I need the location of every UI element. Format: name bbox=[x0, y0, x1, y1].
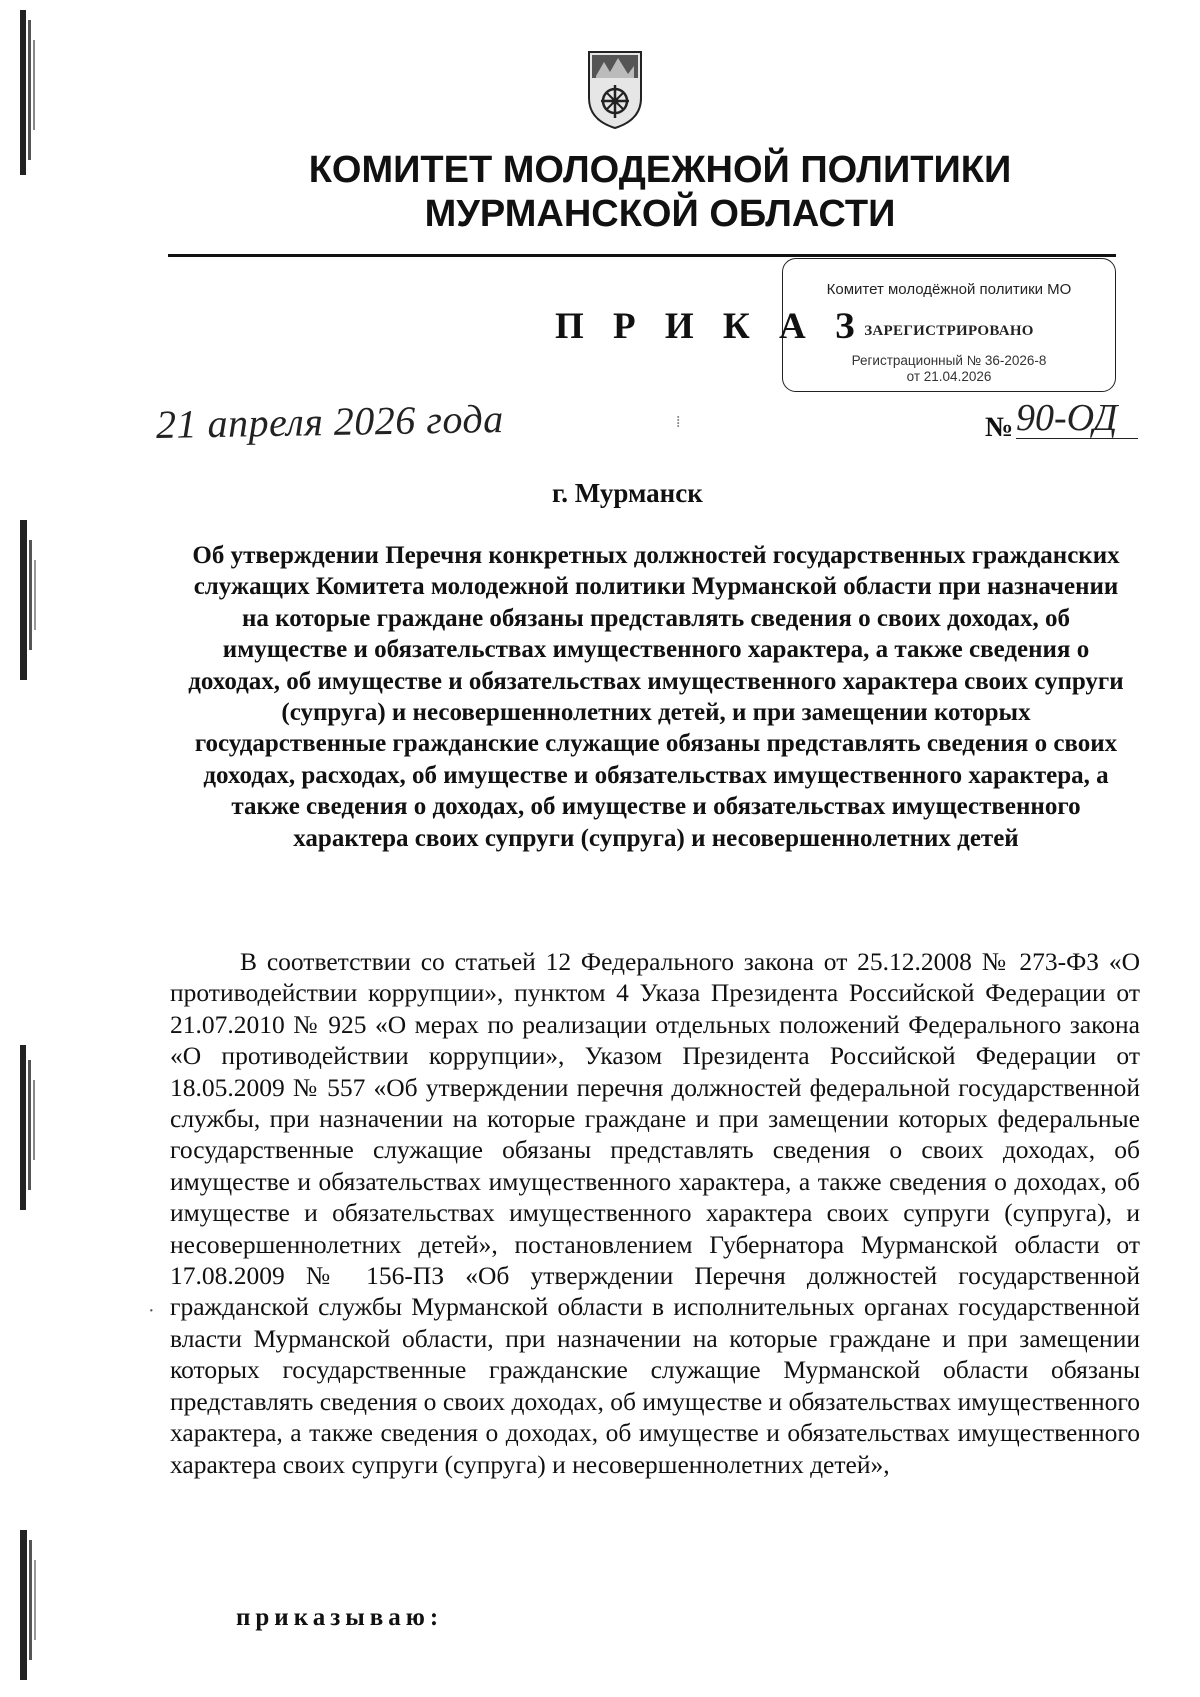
stamp-registration bbox=[783, 353, 1115, 385]
murmansk-coat-of-arms-icon bbox=[586, 48, 644, 130]
scan-edge-artifact bbox=[18, 1530, 40, 1680]
stamp-organization: Комитет молодёжной политики МО bbox=[826, 281, 1072, 298]
organization-title-line2: МУРМАНСКОЙ ОБЛАСТИ bbox=[424, 193, 896, 235]
document-directive: приказываю: bbox=[236, 1604, 444, 1631]
document-type: П Р И К А З bbox=[555, 306, 865, 347]
document-subject: Об утверждении Перечня конкретных должностей государственных гражданских служащих Комитета молодежной политики Мурманской области при назначении на которые граждане обязаны представлять сведения о своих доходах, об имуществе и обязательствах имущественного характера, а также сведения о доходах, об имуществе и обязательствах имущественного характера своих супруги (супруга) и несовершеннолетних детей, и при замещении которых государственные гражданские служащие обязаны представлять сведения о своих доходах, расходах, об имуществе и обязательствах имущественного характера, а также сведения о доходах, об имуществе и обязательствах имущественного характера своих супруги (супруга) и несовершеннолетних детей bbox=[188, 542, 1124, 852]
stamp-status: ЗАРЕГИСТРИРОВАНО bbox=[864, 323, 1034, 339]
organization-title-line1: КОМИТЕТ МОЛОДЕЖНОЙ ПОЛИТИКИ bbox=[308, 149, 1012, 191]
scan-mark: · bbox=[148, 1300, 155, 1322]
stamp-reg-number: Регистрационный № 36-2026-8 bbox=[851, 353, 1047, 368]
document-number-handwritten: 90-ОД bbox=[1016, 398, 1138, 439]
organization-title bbox=[200, 148, 1120, 236]
document-date-handwritten: 21 апреля 2026 года bbox=[155, 395, 504, 448]
document-number-label: № bbox=[985, 412, 1014, 443]
scan-edge-artifact bbox=[18, 10, 40, 175]
header-divider bbox=[168, 254, 1116, 257]
stamp-reg-date: от 21.04.2026 bbox=[906, 369, 992, 384]
scan-mark: ⁞ bbox=[676, 414, 681, 431]
scan-edge-artifact bbox=[18, 520, 40, 680]
document-body: В соответствии со статьей 12 Федерального закона от 25.12.2008 № 273-ФЗ «О противодействии коррупции», пунктом 4 Указа Президента Российской Федерации от 21.07.2010 № 925 «О мерах по реализации отдельных положений Федерального закона «О противодействии коррупции», Указом Президента Российской Федерации от 18.05.2009 № 557 «Об утверждении перечня должностей федеральной государственной службы, при назначении на которые граждане и при замещении которых федеральные государственные служащие обязаны представлять сведения о своих доходах, об имуществе и обязательствах имущественного характера, а также сведения о доходах, об имуществе и обязательствах имущественного характера своих супруги (супруга), и несовершеннолетних детей», постановлением Губернатора Мурманской области от 17.08.2009 № 156-ПЗ «Об утверждении Перечня должностей государственной гражданской службы Мурманской области в исполнительных органах государственной власти Мурманской области, при назначении на которые граждане и при замещении которых государственные гражданские служащие Мурманской области обязаны представлять сведения о своих доходах, об имуществе и обязательствах имущественного характера, а также сведения о доходах, об имуществе и обязательствах имущественного характера своих супруги (супруга) и несовершеннолетних детей», bbox=[170, 947, 1140, 1479]
document-city: г. Мурманск bbox=[552, 478, 703, 508]
scan-edge-artifact bbox=[18, 1045, 40, 1210]
